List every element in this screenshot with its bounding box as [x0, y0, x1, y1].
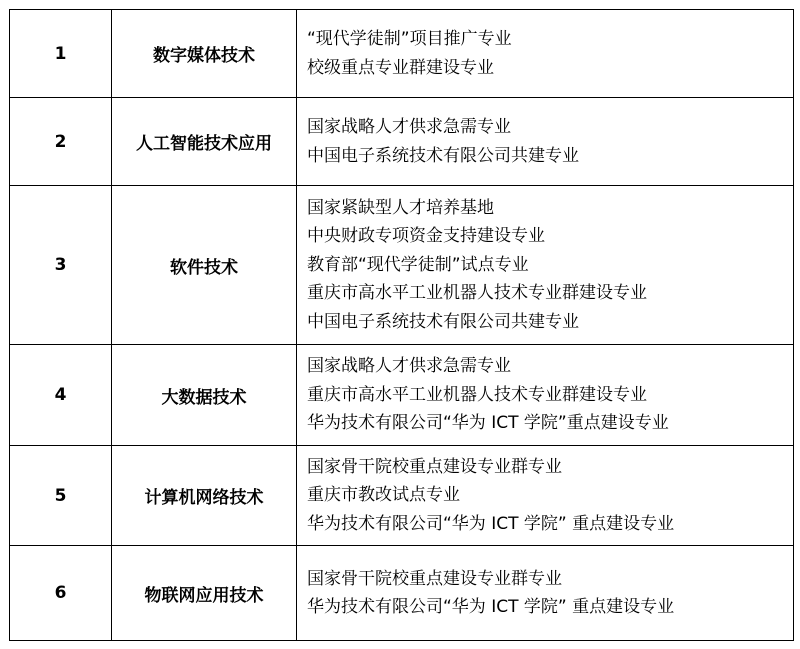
note-line: 国家战略人才供求急需专业 [307, 117, 511, 137]
major-notes [297, 546, 794, 641]
row-number: 4 [10, 345, 112, 446]
row-number: 1 [10, 10, 112, 98]
note-line: “现代学徒制”项目推广专业 [307, 29, 512, 49]
row-number: 6 [10, 546, 112, 641]
table-row [10, 186, 794, 345]
major-name: 计算机网络技术 [112, 446, 297, 546]
major-name: 软件技术 [112, 186, 297, 345]
table-row [10, 98, 794, 186]
note-line: 重庆市高水平工业机器人技术专业群建设专业 [307, 283, 647, 304]
note-line: 重庆市高水平工业机器人技术专业群建设专业 [307, 384, 647, 405]
major-notes [297, 186, 794, 345]
note-line: 教育部“现代学徒制”试点专业 [307, 254, 529, 275]
note-line: 中央财政专项资金支持建设专业 [307, 226, 545, 247]
note-line: 校级重点专业群建设专业 [307, 57, 494, 78]
note-line: 华为技术有限公司“华为 ICT 学院” 重点建设专业 [307, 597, 675, 617]
majors-table [9, 9, 794, 641]
row-number: 5 [10, 446, 112, 546]
major-name: 数字媒体技术 [112, 10, 297, 98]
table-row [10, 10, 794, 98]
major-notes [297, 345, 794, 446]
note-line: 国家战略人才供求急需专业 [307, 356, 511, 377]
note-line: 华为技术有限公司“华为 ICT 学院” 重点建设专业 [307, 513, 675, 534]
note-line: 国家骨干院校重点建设专业群专业 [307, 568, 562, 589]
table-row [10, 345, 794, 446]
major-notes [297, 98, 794, 186]
major-notes [297, 446, 794, 546]
note-line: 国家骨干院校重点建设专业群专业 [307, 456, 562, 477]
major-notes [297, 10, 794, 98]
row-number: 2 [10, 98, 112, 186]
major-name: 人工智能技术应用 [112, 98, 297, 186]
table-row [10, 546, 794, 641]
note-line: 国家紧缺型人才培养基地 [307, 197, 494, 218]
major-name: 物联网应用技术 [112, 546, 297, 641]
table-row [10, 446, 794, 546]
note-line: 华为技术有限公司“华为 ICT 学院”重点建设专业 [307, 413, 669, 434]
row-number: 3 [10, 186, 112, 345]
major-name: 大数据技术 [112, 345, 297, 446]
note-line: 重庆市教改试点专业 [307, 485, 460, 506]
note-line: 中国电子系统技术有限公司共建专业 [307, 145, 579, 166]
note-line: 中国电子系统技术有限公司共建专业 [307, 311, 579, 332]
